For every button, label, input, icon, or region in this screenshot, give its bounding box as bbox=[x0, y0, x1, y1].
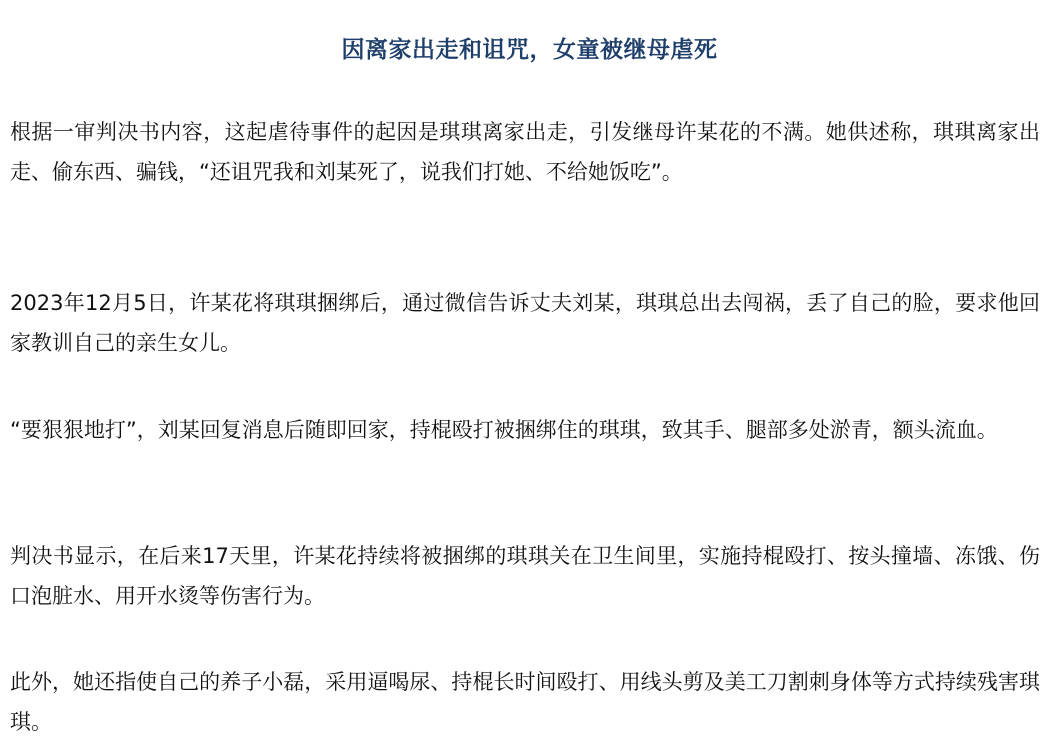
article-paragraph-3: “要狠狠地打”，刘某回复消息后随即回家，持棍殴打被捆绑住的琪琪，致其手、腿部多处淤青，额头流血。 bbox=[10, 418, 998, 442]
article-paragraph-1: 根据一审判决书内容，这起虐待事件的起因是琪琪离家出走，引发继母许某花的不满。她供述称，琪琪离家出走、偷东西、骗钱，“还诅咒我和刘某死了，说我们打她、不给她饭吃”。 bbox=[10, 120, 1040, 184]
article-paragraph-2: 2023年12月5日，许某花将琪琪捆绑后，通过微信告诉丈夫刘某，琪琪总出去闯祸，丢了自己的脸，要求他回家教训自己的亲生女儿。 bbox=[10, 291, 1040, 355]
article-title: 因离家出走和诅咒，女童被继母虐死 bbox=[341, 37, 718, 63]
article-paragraph-5: 此外，她还指使自己的养子小磊，采用逼喝尿、持棍长时间殴打、用线头剪及美工刀割刺身体等方式持续残害琪琪。 bbox=[10, 670, 1040, 734]
article-paragraph-4: 判决书显示，在后来17天里，许某花持续将被捆绑的琪琪关在卫生间里，实施持棍殴打、按头撞墙、冻饿、伤口泡脏水、用开水烫等伤害行为。 bbox=[10, 544, 1040, 608]
